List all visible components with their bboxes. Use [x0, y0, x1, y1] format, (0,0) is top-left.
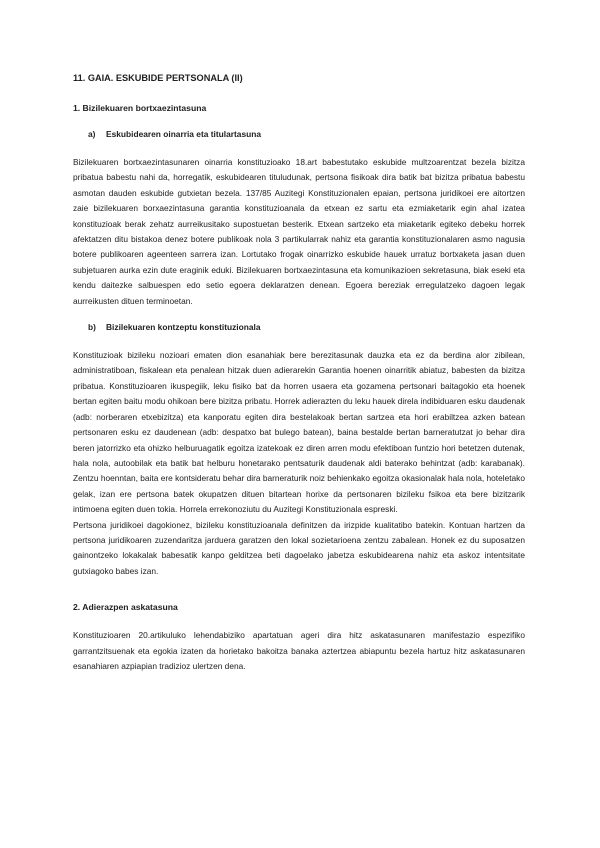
subsection-a-label: a)	[88, 129, 96, 139]
subsection-a-title: Eskubidearen oinarria eta titulartasuna	[106, 129, 261, 139]
subsection-b-paragraph-1: Konstituzioak bizileku nozioari ematen dion esanahiak bere berezitasunak dauzka eta ez da berdina alor zibilean, administratiboan, fiskalean eta penalean hitzak duen adierarekin Garantia hoenen oinarritik abiatuz, babesten da bizitza pribatua. Konstituzioaren ikuspegiik, leku fisiko bat da horren usaera eta gozamena pertsonari baitagokio eta hoenek bertan egiten baitu modu ohikoan bere bizitza pribatu. Horrek adierazten du leku hauek direla indibiduaren esku daudenak (adb: norberaren etxebizitza) eta kanporatu egiten dira bestelakoak bertan sartzea eta hori erabiltzea azken batean pertsonaren esku ez daudenean (adb: despatxo bat bulego batean), baina bestalde bertan barneratutzat jo behar dira beren jatorrizko eta ohizko helburuagatik egoitza izatekoak ez diren arren modu efektiboan funtzio hori betetzen dutenak, hala nola, autoobilak eta batik bat helburu honetarako pentsaturik daudenak aldi baterako behintzat (adb: karabanak). Zentzu hoenntan, baita ere kontsideratu behar dira barneraturik noiz behienkako egoitza okasionalak hala nola, hoteletako gelak, izan ere pertsona batek okupatzen dituen bitartean horixe da pertsonaren bizileku fsikoa eta bere bizitzarik intimoena egiten duen tokia. Horrela errekonoziutu du Auzitegi Konstituzionala espreski.	[73, 350, 525, 515]
section-2-heading: 2. Adierazpen askatasuna	[73, 602, 178, 613]
subsection-b-heading	[88, 322, 525, 332]
section-2-paragraph: Konstituzioaren 20.artikuluko lehendabiziko apartatuan ageri dira hitz askatasunaren manifestazio espezifiko garrantzitsuenak eta egokia izaten da horietako bakoitza banaka aztertzea abiapuntu bezela hartuz hitz askatasunaren esanahiaren azpiapian tradizioz ulertzen dena.	[73, 630, 525, 671]
subsection-b-title: Bizilekuaren kontzeptu konstituzionala	[106, 322, 261, 333]
subsection-b-paragraph-2: Pertsona juridikoei dagokionez, bizileku konstituzioanala definitzen da irizpide kualitatibo batekin. Kontuan hartzen da pertsona juridikoaren zuzendaritza jarduera garatzen den lokal sozietarioena zentzu zabalean. Honek ez du suposatzen gainontzeko lokakalak babesatik kanpo gelditzea beti dagoelako jabetza eskubidearena nahiz eta askoz intentsitate gutxiagoko babes izan.	[73, 519, 525, 576]
subsection-a-heading	[88, 129, 525, 139]
section-1-heading: 1. Bizilekuaren bortxaezintasuna	[73, 103, 207, 113]
document-title: 11. GAIA. ESKUBIDE PERTSONALA (II)	[73, 73, 243, 83]
subsection-b-label: b)	[88, 322, 96, 333]
subsection-a-paragraph: Bizilekuaren bortxaezintasunaren oinarria konstituzioako 18.art babestutako eskubide multzoarentzat bezela bizitza pribatua babestu nahi da, horregatik, eskubidearen tituludunak, pertsona fisikoak dira batik bat bizitza pribatua babestu asmotan dauden eskubide gutxietan bezela. 137/85 Auzitegi Konstituzionalen epaian, pertsona juridikoei ere aitortzen zaie bizilekuaren borxaezintasuna garantia konstituzioanala da etxean ez sartu eta ezmiaketarik egin ahal izatea konstituzioak berak zehatz aurreikusitako supostuetan besterik. Etxean sartzeko eta miaketarik egiteko debeku horrek afektatzen ditu bistakoa denez botere publikoak nola 3 partikularrak nahiz eta garantia konstituzionalaren asmo nagusia botere publikoaren ageenteen sarrera izan. Lortutako frogak oinarrizko eskubide hauek urratuz bortxaketa jasan duen subjetuaren aurka ezin dute eraginik eduki. Bizilekuaren bortxaezintasuna eta komunikazioen sekretasuna, biak eseki eta kendu daitezke salbuespen edo setio egoera deklaratzen denean. Egoera bereziak erregulatzeko dagoen legak aurreikusten dituen terminoetan.	[73, 157, 525, 306]
